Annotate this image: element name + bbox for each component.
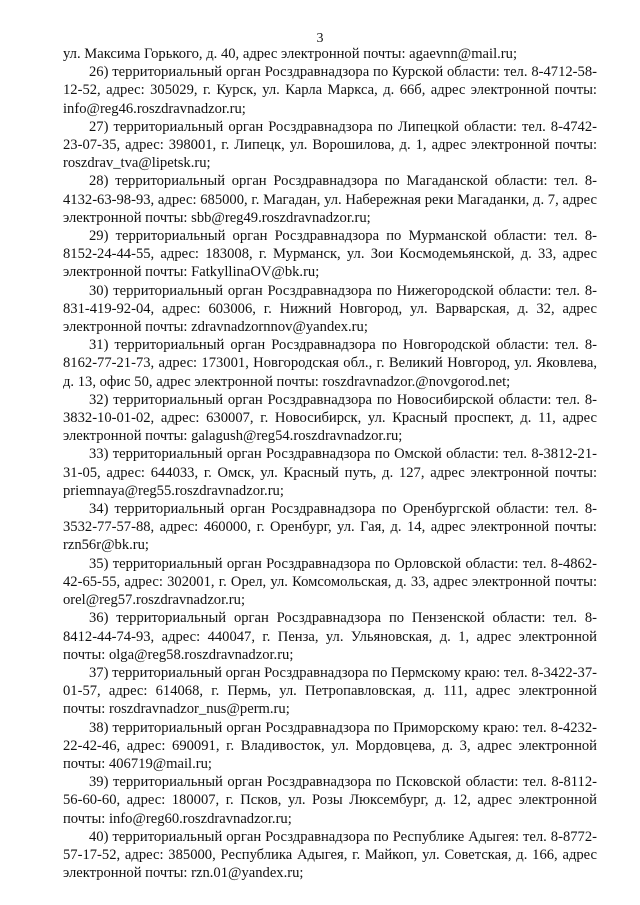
list-item-32: 32) территориальный орган Росздравнадзора по Новосибирской области: тел. 8-3832-10-01-02, адрес: 630007, г. Новосибирск, ул. Красный проспект, д. 11, адрес электронной почты: galagush@reg54.roszdravnadzor.ru;: [63, 391, 597, 445]
list-item-26: 26) территориальный орган Росздравнадзора по Курской области: тел. 8-4712-58-12-52, адрес: 305029, г. Курск, ул. Карла Маркса, д. 66б, адрес электронной почты: info@reg46.roszdravnadzor.ru;: [63, 64, 597, 117]
list-item-33: 33) территориальный орган Росздравнадзора по Омской области: тел. 8-3812-21-31-05, адрес: 644033, г. Омск, ул. Красный путь, д. 127, адрес электронной почты: priemnaya@reg55.roszdravnadzor.ru;: [63, 446, 597, 499]
list-item-38: 38) территориальный орган Росздравнадзора по Приморскому краю: тел. 8-4232-22-42-46, адрес: 690091, г. Владивосток, ул. Мордовцева, д. 3, адрес электронной почты: 406719@mail.ru;: [63, 719, 597, 772]
list-item-31: 31) территориальный орган Росздравнадзора по Новгородской области: тел. 8-8162-77-21-73, адрес: 173001, Новгородская обл., г. Великий Новгород, ул. Яковлева, д. 13, офис 50, адрес электронной почты: roszdravnadzor.@novgorod.net;: [63, 337, 597, 390]
list-item-39: 39) территориальный орган Росздравнадзора по Псковской области: тел. 8-8112-56-60-60, адрес: 180007, г. Псков, ул. Розы Люксембург, д. 12, адрес электронной почты: info@reg60.roszdravnadzor.ru;: [63, 774, 597, 827]
intro-line: ул. Максима Горького, д. 40, адрес электронной почты: agaevnn@mail.ru;: [63, 46, 518, 62]
list-item-35: 35) территориальный орган Росздравнадзора по Орловской области: тел. 8-4862-42-65-55, адрес: 302001, г. Орел, ул. Комсомольская, д. 33, адрес электронной почты: orel@reg57.roszdravnadzor.ru;: [63, 555, 597, 609]
list-item-36: 36) территориальный орган Росздравнадзора по Пензенской области: тел. 8-8412-44-74-93, адрес: 440047, г. Пенза, ул. Ульяновская, д. 1, адрес электронной почты: olga@reg58.roszdravnadzor.ru;: [63, 610, 597, 663]
list-item-34: 34) территориальный орган Росздравнадзора по Оренбургской области: тел. 8-3532-77-57-88, адрес: 460000, г. Оренбург, ул. Гая, д. 14, адрес электронной почты: rzn56r@bk.ru;: [63, 501, 597, 554]
list-item-30: 30) территориальный орган Росздравнадзора по Нижегородской области: тел. 8-831-419-92-04, адрес: 603006, г. Нижний Новгород, ул. Варварская, д. 32, адрес электронной почты: zdravnadzornnov@yandex.ru;: [63, 282, 597, 336]
list-item-29: 29) территориальный орган Росздравнадзора по Мурманской области: тел. 8-8152-24-44-55, адрес: 183008, г. Мурманск, ул. Зои Космодемьянской, д. 33, адрес электронной почты: FatkyllinaOV@bk.ru;: [63, 228, 597, 281]
list-item-37: 37) территориальный орган Росздравнадзора по Пермскому краю: тел. 8-3422-37-01-57, адрес: 614068, г. Пермь, ул. Петропавловская, д. 111, адрес электронной почты: roszdravnadzor_nus@perm.ru;: [63, 664, 597, 718]
list-item-28: 28) территориальный орган Росздравнадзора по Магаданской области: тел. 8-4132-63-98-93, адрес: 685000, г. Магадан, ул. Набережная реки Магаданки, д. 7, адрес электронной почты: sbb@reg49.roszdravnadzor.ru;: [63, 173, 597, 226]
list-item-27: 27) территориальный орган Росздравнадзора по Липецкой области: тел. 8-4742-23-07-35, адрес: 398001, г. Липецк, ул. Ворошилова, д. 1, адрес электронной почты: roszdrav_tva@lipetsk.ru;: [63, 118, 597, 172]
document-body: [63, 45, 597, 882]
page-number: 3: [316, 31, 324, 46]
list-item-40: 40) территориальный орган Росздравнадзора по Республике Адыгея: тел. 8-8772-57-17-52, адрес: 385000, Республика Адыгея, г. Майкоп, ул. Советская, д. 166, адрес электронной почты: rzn.01@yandex.ru;: [63, 828, 597, 882]
